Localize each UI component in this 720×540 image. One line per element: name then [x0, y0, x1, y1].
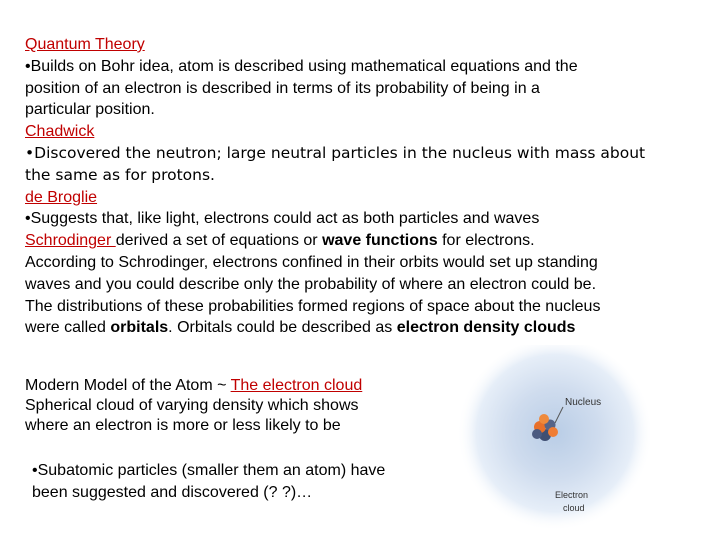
schrodinger-last-mid: . Orbitals could be described as: [168, 319, 397, 337]
main-text: [25, 34, 697, 339]
electron-cloud-heading: The electron cloud: [230, 377, 363, 394]
electron-density-clouds-term: electron density clouds: [396, 319, 576, 337]
electron-cloud-figure: [455, 345, 705, 535]
schrodinger-line-4: The distributions of these probabilities formed regions of space about the nucleus: [25, 297, 601, 315]
chadwick-line-1: •Discovered the neutron; large neutral particles in the nucleus with mass about: [25, 143, 646, 162]
orbitals-term: orbitals: [110, 319, 169, 337]
electron-cloud-label-2: cloud: [563, 503, 585, 513]
heading-de-broglie: de Broglie: [25, 188, 98, 206]
heading-schrodinger: Schrodinger: [25, 232, 116, 250]
electron-cloud-label-1: Electron: [555, 490, 589, 500]
de-broglie-line-1: •Suggests that, like light, electrons could act as both particles and waves: [25, 210, 540, 228]
modern-model-line-2: where an electron is more or less likely to be: [25, 417, 341, 434]
quantum-line-3: particular position.: [25, 101, 155, 119]
nucleus-label: Nucleus: [565, 397, 602, 408]
schrodinger-line-3: waves and you could describe only the probability of where an electron could be.: [25, 275, 597, 293]
modern-model-line-1: Spherical cloud of varying density which shows: [25, 397, 359, 414]
chadwick-line-2: the same as for protons.: [25, 165, 215, 184]
schrodinger-line-1: [25, 230, 697, 252]
modern-model-prefix: Modern Model of the Atom ~: [25, 377, 231, 394]
electron-cloud-shape: [457, 345, 653, 535]
modern-model-title: [25, 376, 445, 396]
wave-functions-term: wave functions: [322, 232, 438, 250]
subatomic-line-2: been suggested and discovered (? ?)…: [32, 484, 313, 501]
subatomic-text: [32, 460, 452, 504]
subatomic-line-1: •Subatomic particles (smaller them an atom) have: [32, 462, 386, 479]
heading-chadwick: Chadwick: [25, 123, 95, 141]
schrodinger-line-5: [25, 317, 697, 339]
heading-quantum-theory: Quantum Theory: [25, 36, 145, 53]
schrodinger-text: derived a set of equations or: [115, 232, 323, 250]
schrodinger-line-2: According to Schrodinger, electrons confined in their orbits would set up standing: [25, 253, 598, 271]
quantum-line-1: •Builds on Bohr idea, atom is described using mathematical equations and the: [25, 57, 578, 75]
schrodinger-last-start: were called: [25, 319, 111, 337]
schrodinger-text-end: for electrons.: [437, 232, 535, 250]
modern-model-text: [25, 376, 445, 436]
quantum-line-2: position of an electron is described in terms of its probability of being in a: [25, 79, 540, 97]
